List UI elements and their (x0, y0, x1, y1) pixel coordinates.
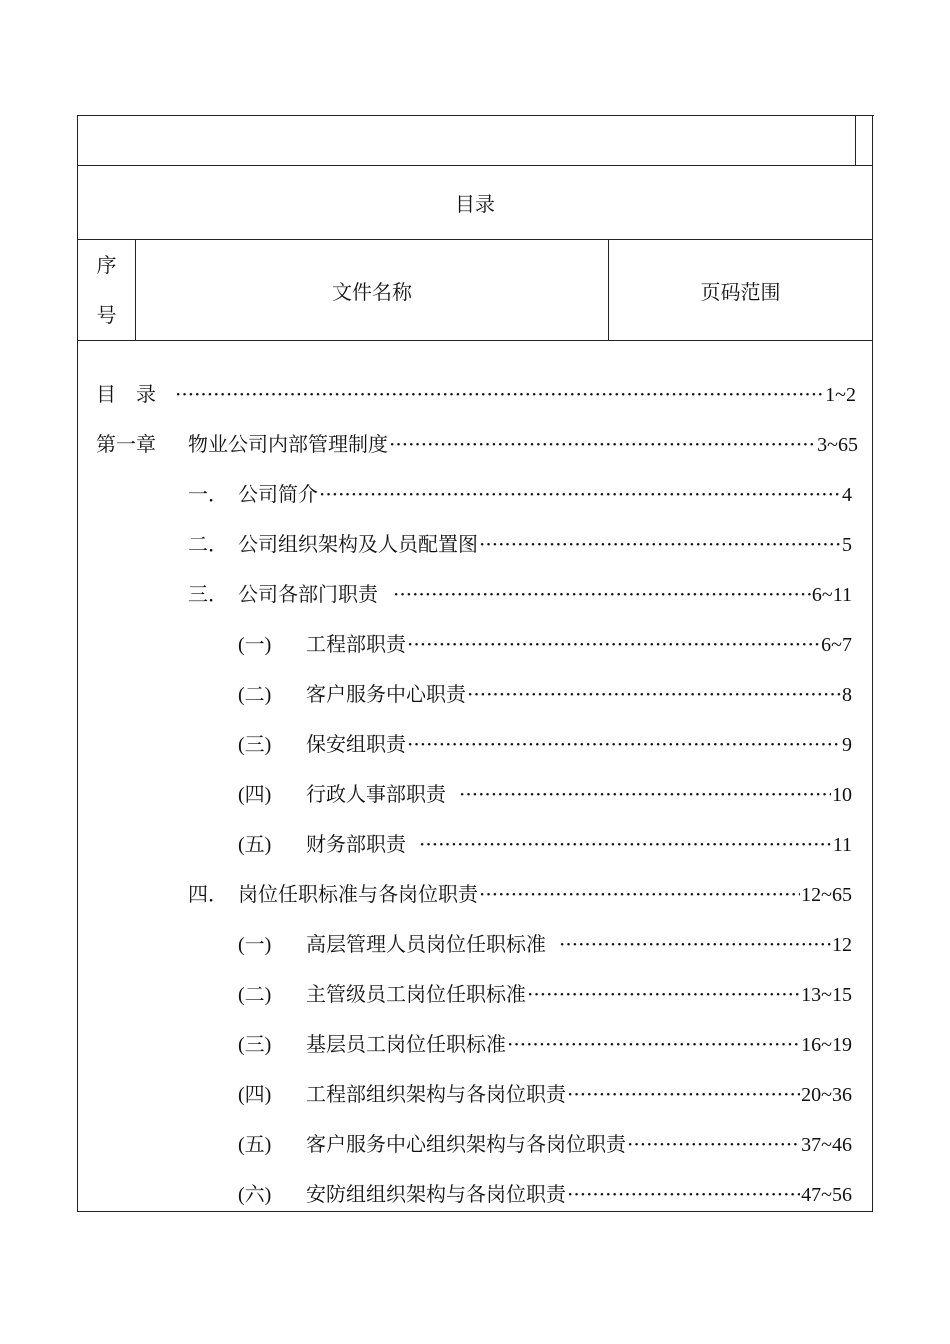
toc-entry-label: (一) (238, 934, 272, 956)
toc-entry-title: 客户服务中心组织架构与各岗位职责 (306, 1132, 626, 1156)
toc-leader-dots (567, 1182, 800, 1206)
toc-entry-page: 1~2 (825, 384, 856, 406)
header-page-range (609, 240, 872, 340)
toc-entry-page: 5 (842, 534, 852, 556)
header-file-name-text: 文件名称 (332, 279, 412, 304)
toc-entry-label: (二) (238, 984, 272, 1006)
toc-entry-label: (一) (238, 634, 272, 656)
header-file-name (136, 240, 609, 340)
table-title: 目录 (455, 192, 495, 216)
toc-entry (238, 1128, 852, 1158)
table-title-row (78, 165, 872, 240)
toc-entry-label: 二． (188, 532, 228, 556)
toc-entry (238, 828, 852, 858)
toc-entry-title: 客户服务中心职责 (306, 682, 466, 706)
toc-entry-title: 公司简介 (238, 482, 318, 506)
toc-entry (238, 928, 852, 958)
toc-entry (238, 728, 852, 758)
toc-leader-dots (479, 882, 800, 906)
toc-entry-label: (六) (238, 1184, 272, 1206)
header-seq (78, 240, 136, 340)
toc-leader-dots (407, 632, 820, 656)
toc-leader-dots (479, 532, 841, 556)
toc-entry-page: 3~65 (817, 434, 858, 456)
toc-entry-label: 三． (188, 582, 228, 606)
toc-entry (188, 528, 852, 558)
toc-entry (188, 578, 852, 608)
toc-entry-title: 公司组织架构及人员配置图 (238, 532, 478, 556)
header-page-range-text: 页码范围 (700, 279, 781, 304)
table-header-row (78, 240, 872, 341)
toc-entry-label: 目 录 (96, 382, 156, 406)
toc-entry-title: 财务部职责 (306, 832, 406, 856)
toc-leader-dots (627, 1132, 800, 1156)
toc-entry (238, 778, 852, 808)
toc-leader-dots (467, 682, 841, 706)
toc-leader-dots (559, 932, 831, 956)
toc-entry-page: 6~7 (821, 634, 852, 656)
toc-leader-dots (459, 782, 831, 806)
toc-entry-label: (四) (238, 784, 272, 806)
toc-entry-page: 20~36 (801, 1084, 852, 1106)
toc-entry (188, 878, 852, 908)
toc-leader-dots (393, 582, 811, 606)
blank-top-row (78, 115, 856, 165)
toc-table (77, 115, 873, 1212)
toc-leader-dots (419, 832, 832, 856)
toc-entry-label: (三) (238, 1034, 272, 1056)
toc-entry-title: 安防组组织架构与各岗位职责 (306, 1182, 566, 1206)
toc-entry (188, 478, 852, 508)
toc-entry (238, 1028, 852, 1058)
toc-entry-label: (三) (238, 734, 272, 756)
toc-entry-label: (五) (238, 1134, 272, 1156)
toc-entry (238, 978, 852, 1008)
toc-leader-dots (319, 482, 841, 506)
toc-leader-dots (389, 432, 816, 456)
toc-entry-label: 四． (188, 882, 228, 906)
toc-entry-title: 基层员工岗位任职标准 (306, 1032, 506, 1056)
toc-leader-dots (567, 1082, 800, 1106)
toc-entry-label: 一． (188, 482, 228, 506)
toc-entry (238, 628, 852, 658)
top-row-edge (856, 115, 874, 116)
toc-entry-page: 9 (842, 734, 852, 756)
toc-entry (238, 1078, 852, 1108)
toc-entry-page: 16~19 (801, 1034, 852, 1056)
toc-leader-dots (527, 982, 800, 1006)
toc-entry (96, 378, 856, 408)
toc-entry (238, 1178, 852, 1208)
toc-entry-label: (二) (238, 684, 272, 706)
toc-entry-title: 物业公司内部管理制度 (188, 432, 388, 456)
toc-entry-label: (五) (238, 834, 272, 856)
toc-entry-page: 10 (832, 784, 852, 806)
toc-leader-dots (175, 382, 824, 406)
toc-entry-title: 工程部职责 (306, 632, 406, 656)
toc-entry (96, 428, 858, 458)
toc-entry-page: 11 (832, 834, 852, 856)
toc-entry-title: 岗位任职标准与各岗位职责 (238, 882, 478, 906)
toc-entry-label: 第一章 (96, 432, 156, 456)
header-seq-line2: 号 (96, 303, 117, 327)
toc-entry-title: 工程部组织架构与各岗位职责 (306, 1082, 566, 1106)
toc-entry-title: 保安组职责 (306, 732, 406, 756)
toc-entry-page: 47~56 (801, 1184, 852, 1206)
toc-entry-page: 4 (842, 484, 852, 506)
toc-entry-title: 行政人事部职责 (306, 782, 446, 806)
toc-entry-page: 13~15 (801, 984, 852, 1006)
toc-entry-label: (四) (238, 1084, 272, 1106)
toc-entry-page: 37~46 (801, 1134, 852, 1156)
toc-entry-page: 12~65 (801, 884, 852, 906)
toc-entry-title: 主管级员工岗位任职标准 (306, 982, 526, 1006)
toc-leader-dots (507, 1032, 800, 1056)
header-seq-line1: 序 (96, 253, 117, 277)
toc-entry (238, 678, 852, 708)
toc-entry-title: 公司各部门职责 (238, 582, 378, 606)
toc-entry-page: 12 (832, 934, 852, 956)
toc-entry-page: 8 (842, 684, 852, 706)
toc-leader-dots (407, 732, 841, 756)
toc-entry-page: 6~11 (811, 584, 852, 606)
toc-entry-title: 高层管理人员岗位任职标准 (306, 932, 546, 956)
